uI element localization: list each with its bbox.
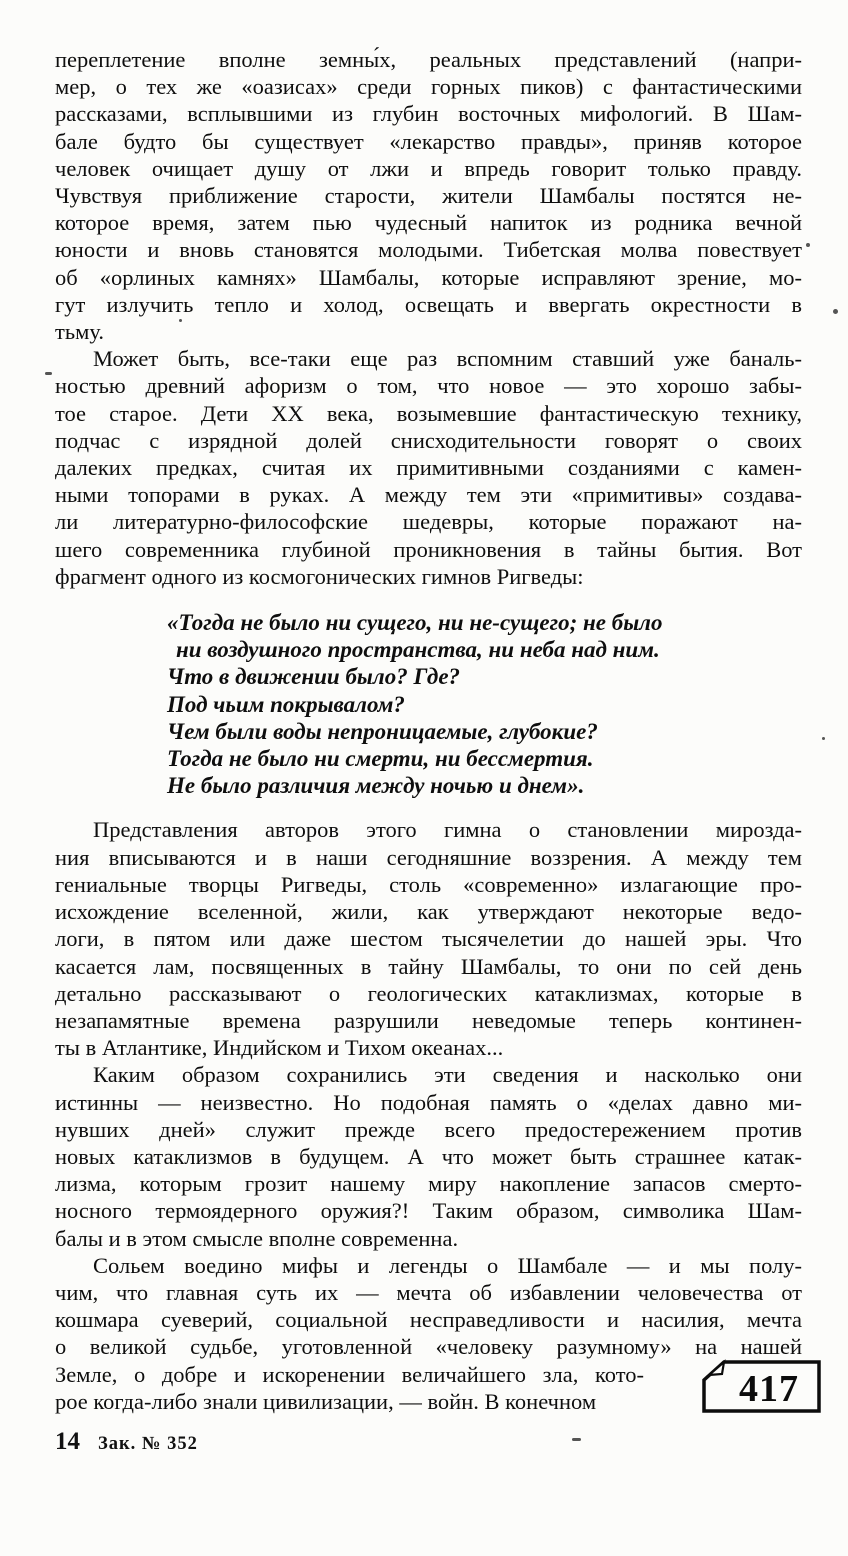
text-line: Не было различия между ночью и днем». xyxy=(167,773,585,799)
text-line: чим, что главная суть их — мечта об избавлении человечества от xyxy=(55,1279,802,1305)
page-number-badge xyxy=(700,1358,824,1416)
text-line: мер, о тех же «оазисах» среди горных пиков) с фантастическими xyxy=(55,74,802,100)
text-line: которое время, затем пью чудесный напиток из родника вечной xyxy=(55,210,802,236)
footer-signature-number: 14 xyxy=(55,1428,80,1455)
text-line: ли литературно-философские шедевры, которые поражают на- xyxy=(55,509,802,535)
text-line: фрагмент одного из космогонических гимнов Ригведы: xyxy=(55,563,584,589)
text-line: Тогда не было ни смерти, ни бессмертия. xyxy=(167,746,594,772)
text-line: далеких предках, считая их примитивными созданиями с камен- xyxy=(55,455,802,481)
text-line: тое старое. Дети XX века, возымевшие фантастическую технику, xyxy=(55,400,802,426)
text-line: Чувствуя приближение старости, жители Шамбалы постятся не- xyxy=(55,183,802,209)
text-line: Что в движении было? Где? xyxy=(167,664,461,690)
text-line: Представления авторов этого гимна о становлении мирозда- xyxy=(93,817,802,843)
paragraph xyxy=(55,816,802,1061)
text-line: нувших дней» служит прежде всего предостережением против xyxy=(55,1116,802,1142)
text-line: шего современника глубиной проникновения в тайны бытия. Вот xyxy=(55,536,802,562)
text-line: рое когда-либо знали цивилизации, — войн. В конечном xyxy=(55,1388,597,1414)
text-line: новых катаклизмов в будущем. А что может быть страшнее катак- xyxy=(55,1143,802,1169)
text-line: незапамятные времена разрушили неведомые теперь континен- xyxy=(55,1007,802,1033)
text-line: Сольем воедино мифы и легенды о Шамбале — и мы полу- xyxy=(93,1252,802,1278)
verse-block xyxy=(167,609,802,799)
text-line: Земле, о добре и искоренении величайшего зла, кото- xyxy=(55,1361,644,1387)
text-line: Каким образом сохранились эти сведения и насколько они xyxy=(93,1062,802,1088)
scan-speck xyxy=(572,1438,581,1441)
text-line: об «орлиных камнях» Шамбалы, которые исправляют зрение, мо- xyxy=(55,264,802,290)
text-line: гениальные творцы Ригведы, столь «современно» излагающие про- xyxy=(55,871,802,897)
text-line: рассказами, всплывшими из глубин восточных мифологий. В Шам- xyxy=(55,101,802,127)
text-line: человек очищает душу от лжи и впредь говорит только правду. xyxy=(55,155,802,181)
paragraph xyxy=(55,1061,802,1251)
text-line: переплетение вполне земны́х, реальных представлений (напри- xyxy=(55,47,802,72)
paragraph xyxy=(55,1252,802,1415)
text-line: логи, в пятом или даже шестом тысячелетии до нашей эры. Что xyxy=(55,926,802,952)
text-line: ния вписываются и в наши сегодняшние воззрения. А между тем xyxy=(55,844,802,870)
text-line: гут излучить тепло и холод, освещать и ввергать окрестности в xyxy=(55,291,802,317)
text-line: Чем были воды непроницаемые, глубокие? xyxy=(167,718,598,744)
text-line: носного термоядерного оружия?! Таким образом, символика Шам- xyxy=(55,1198,802,1224)
text-line: юности и вновь становятся молодыми. Тибетская молва повествует xyxy=(55,237,802,263)
text-line: касается лам, посвященных в тайну Шамбалы, то они по сей день xyxy=(55,953,802,979)
text-line: о великой судьбе, уготовленной «человеку разумному» на нашей xyxy=(55,1334,802,1360)
paragraph xyxy=(55,46,802,345)
scan-speck xyxy=(822,737,825,740)
scan-speck xyxy=(806,243,810,247)
scan-speck xyxy=(45,372,52,375)
text-line: подчас с изрядной долей снисходительности говорят о своих xyxy=(55,427,802,453)
paragraph xyxy=(55,345,802,590)
text-line: Под чьим покрывалом? xyxy=(167,691,405,717)
scan-speck xyxy=(833,309,838,314)
page-number: 417 xyxy=(739,1367,799,1410)
footer-order-number: Зак. № 352 xyxy=(98,1434,198,1454)
text-line: лизма, которым грозит нашему миру накопление запасов смерто- xyxy=(55,1171,802,1197)
text-line: бале будто бы существует «лекарство правды», приняв которое xyxy=(55,128,802,154)
text-line: ни воздушного пространства, ни неба над ним. xyxy=(176,637,660,663)
text-line: детально рассказывают о геологических катаклизмах, которые в xyxy=(55,980,802,1006)
text-line: балы и в этом смысле вполне современна. xyxy=(55,1225,459,1251)
text-line: «Тогда не было ни сущего, ни не-сущего; не было xyxy=(167,610,663,636)
text-line: кошмара суеверий, социальной несправедливости и насилия, мечта xyxy=(55,1307,802,1333)
text-column xyxy=(55,46,802,1415)
text-line: тьму. xyxy=(55,319,104,345)
text-line: Может быть, все-таки еще раз вспомним ставший уже баналь- xyxy=(93,346,802,372)
footer-imprint-line xyxy=(55,1428,455,1456)
text-line: ты в Атлантике, Индийском и Тихом океанах... xyxy=(55,1035,504,1061)
text-line: ными топорами в руках. А между тем эти «примитивы» создава- xyxy=(55,482,802,508)
scan-speck xyxy=(179,319,182,322)
text-line: исхождение вселенной, жили, как утверждают некоторые ведо- xyxy=(55,899,802,925)
text-line: ностью древний афоризм о том, что новое — это хорошо забы- xyxy=(55,373,802,399)
text-line: истинны — неизвестно. Но подобная память о «делах давно ми- xyxy=(55,1089,802,1115)
